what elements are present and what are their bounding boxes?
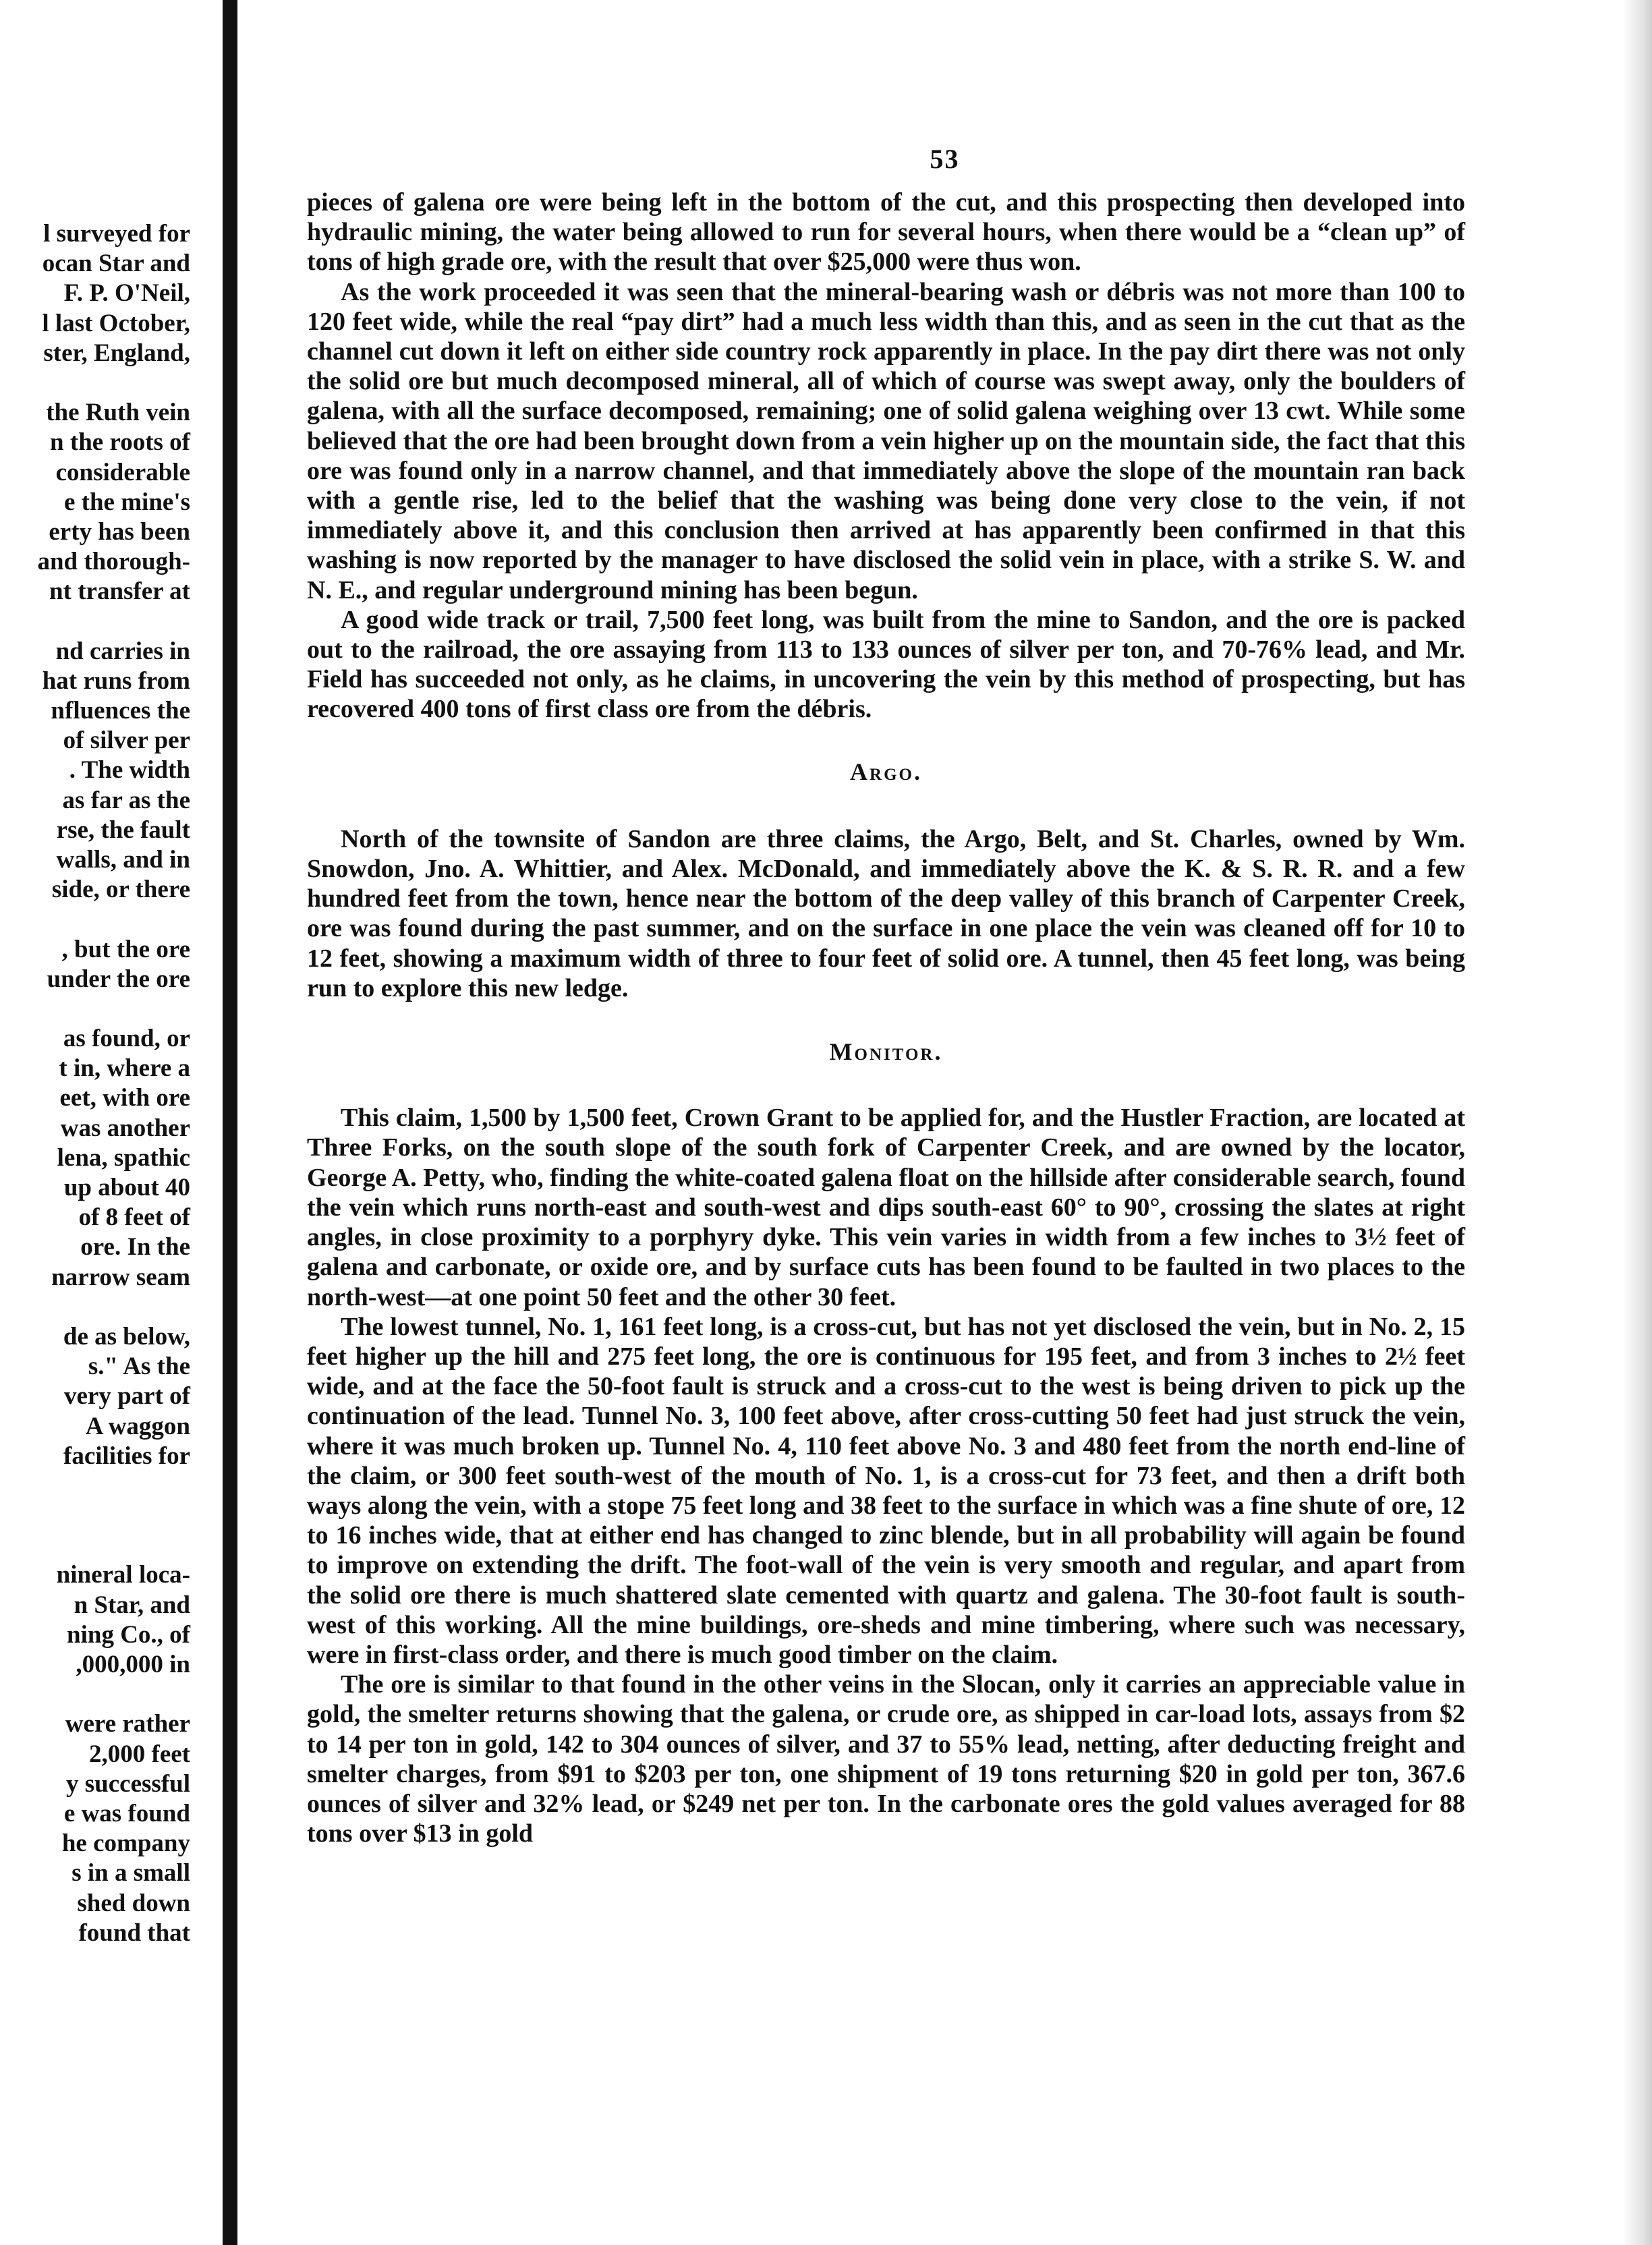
left-line: l last October,	[42, 309, 190, 337]
left-line	[0, 1531, 190, 1560]
left-line: narrow seam	[51, 1263, 190, 1291]
left-line: of silver per	[63, 727, 190, 755]
left-line: considerable	[55, 458, 190, 486]
left-line: side, or there	[51, 876, 190, 904]
left-line: of 8 feet of	[78, 1203, 190, 1232]
section-heading-monitor: Monitor.	[829, 1038, 943, 1066]
left-line: nineral loca-	[56, 1561, 190, 1589]
section-heading-argo: Argo.	[850, 758, 922, 785]
left-line: the Ruth vein	[46, 399, 190, 427]
left-line: hat runs from	[42, 666, 190, 695]
left-line: walls, and in	[56, 845, 190, 874]
left-line: was another	[60, 1114, 190, 1142]
left-line: under the ore	[47, 965, 190, 993]
paragraph-trail: A good wide track or trail, 7,500 feet long, was built from the mine to Sandon, and the ore is packed out to the railroad, the ore assaying from 113 to 133 ounces of silver per ton, and 70-76% lead, and Mr. Field has succeeded not only, as he claims, in uncovering the vein by this method of prospecting, but has recovered 400 tons of first class ore from the débris.	[307, 605, 1465, 724]
left-line: nfluences the	[51, 697, 190, 724]
left-line: lena, spathic	[57, 1143, 190, 1172]
left-page-text-column	[0, 219, 190, 1948]
left-line: ning Co., of	[67, 1620, 190, 1649]
left-line: he company	[61, 1829, 190, 1858]
left-line	[0, 994, 190, 1024]
left-line: s." As the	[88, 1353, 190, 1381]
left-line: ,000,000 in	[76, 1651, 190, 1678]
book-spine-gutter	[223, 0, 237, 2245]
right-page	[237, 0, 1652, 2245]
left-page-fragment	[0, 0, 223, 2245]
page-number: 53	[930, 144, 960, 174]
left-line: n Star, and	[74, 1591, 190, 1619]
left-line: t in, where a	[59, 1054, 190, 1083]
paragraph-monitor-ore: The ore is similar to that found in the other veins in the Slocan, only it carries an appreciable value in gold, the smelter returns showing that the galena, or crude ore, as shipped in car-load lots, assays from $2 to 14 per ton in gold, 142 to 304 ounces of silver, and 37 to 55% lead, netting, after deducting freight and smelter charges, from $91 to $203 per ton, one shipment of 19 tons returning $20 in gold per ton, 367.6 ounces of silver and 32% lead, or $249 net per ton. In the carbonate ores the gold values averaged for 88 tons over $13 in gold	[307, 1670, 1465, 1848]
paragraph-monitor-claim: This claim, 1,500 by 1,500 feet, Crown Grant to be applied for, and the Hustler Fraction, are located at Three Forks, on the south slope of the south fork of Carpenter Creek, and are owned by the locator, George A. Petty, who, finding the white-coated galena float on the hillside after considerable search, found the vein which runs north-east and south-west and dips south-east 60° to 90°, crossing the slates at right angles, in close proximity to a porphyry dyke. This vein varies in width from a few inches to 3½ feet of galena and carbonate, or oxide ore, and by surface cuts has been found to be faulted in two places to the north-west—at one point 50 feet and the other 30 feet.	[307, 1104, 1465, 1311]
left-line: de as below,	[63, 1322, 190, 1351]
paragraph-monitor-tunnels: The lowest tunnel, No. 1, 161 feet long, is a cross-cut, but has not yet disclosed the vein, but in No. 2, 15 feet higher up the hill and 275 feet long, the ore is continuous for 195 feet, and from 3 inches to 2½ feet wide, and at the face the 50-foot fault is struck and a cross-cut to the west is being driven to pick up the continuation of the lead. Tunnel No. 3, 100 feet above, after cross-cutting 50 feet had just struck the vein, where it was much broken up. Tunnel No. 4, 110 feet above No. 3 and 480 feet from the north end-line of the claim, or 300 feet south-west of the mouth of No. 1, is a cross-cut for 73 feet, and then a drift both ways along the vein, with a stope 75 feet long and 38 feet to the surface in which was a fine shute of ore, 12 to 16 inches wide, that at either end has changed to zinc blende, but in all probability will again be found to improve on extending the drift. The foot-wall of the vein is very smooth and regular, and apart from the solid ore there is much shattered slate cemented with quartz and galena. The 30-foot fault is south-west of this working. All the mine buildings, ore-sheds and mine timbering, where such was necessary, were in first-class order, and there is much good timber on the claim.	[307, 1312, 1465, 1669]
left-line	[0, 905, 190, 934]
left-line: nt transfer at	[49, 577, 190, 606]
left-line: facilities for	[63, 1442, 190, 1470]
left-line: up about 40	[63, 1174, 190, 1201]
left-line: as found, or	[63, 1025, 190, 1053]
left-line: were rather	[65, 1710, 190, 1738]
left-line: s in a small	[72, 1859, 190, 1887]
left-line	[0, 1680, 190, 1709]
left-line: very part of	[64, 1382, 190, 1411]
left-line: F. P. O'Neil,	[63, 279, 190, 308]
left-line	[0, 1471, 190, 1501]
left-line: shed down	[77, 1889, 190, 1917]
left-line	[0, 368, 190, 398]
left-line: . The width	[69, 756, 190, 785]
left-line: and thorough-	[37, 548, 190, 576]
left-line	[0, 1501, 190, 1531]
paragraph-work-proceeded: As the work proceeded it was seen that the mineral-bearing wash or débris was not more than 100 to 120 feet wide, while the real “pay dirt” had a much less width than this, and as seen in the cut that as the channel cut down it left on either side country rock apparently in place. In the pay dirt there was not only the solid ore but much decomposed mineral, all of which of course was swept away, only the boulders of galena, with all the surface decomposed, remaining; one of solid galena weighing over 13 cwt. While some believed that the ore had been brought down from a vein higher up on the mountain side, the fact that this ore was found only in a narrow channel, and that immediately above the slope of the mountain ran back with a gentle rise, led to the belief that the washing was being done very close to the vein, if not immediately above it, and this conclusion then arrived at has apparently been confirmed in that this washing is now reported by the manager to have disclosed the solid vein in place, with a strike S. W. and N. E., and regular underground mining has been begun.	[307, 277, 1465, 604]
left-line: ster, England,	[43, 339, 190, 367]
left-line: e was found	[63, 1799, 190, 1827]
left-line: 2,000 feet	[89, 1740, 190, 1768]
left-line: y successful	[66, 1769, 190, 1798]
left-line: n the roots of	[50, 428, 190, 457]
left-line: rse, the fault	[56, 816, 190, 844]
left-line: l surveyed for	[43, 220, 190, 248]
left-line: ore. In the	[80, 1233, 190, 1261]
left-line: eet, with ore	[59, 1084, 190, 1112]
left-line: , but the ore	[61, 935, 190, 963]
left-line	[0, 606, 190, 636]
body-text-column	[307, 188, 1465, 1848]
left-line: found that	[78, 1919, 190, 1947]
left-line: erty has been	[49, 517, 190, 546]
left-line: A waggon	[85, 1412, 190, 1440]
paragraph-argo: North of the townsite of Sandon are three claims, the Argo, Belt, and St. Charles, owned by Wm. Snowdon, Jno. A. Whittier, and Alex. McDonald, and immediately above the K. & S. R. R. and a few hundred feet from the town, hence near the bottom of the deep valley of this branch of Carpenter Creek, ore was found during the past summer, and on the surface in one place the vein was cleaned off for 10 to 12 feet, showing a maximum width of three to four feet of solid ore. A tunnel, then 45 feet long, was being run to explore this new ledge.	[307, 824, 1465, 1002]
left-line: ocan Star and	[42, 250, 190, 278]
left-line	[0, 1292, 190, 1322]
left-line: as far as the	[62, 786, 190, 814]
left-line: nd carries in	[55, 637, 190, 665]
paragraph-continued: pieces of galena ore were being left in the bottom of the cut, and this prospecting then developed into hydraulic mining, the water being allowed to run for several hours, when there would be a “clean up” of tons of high grade ore, with the result that over $25,000 were thus won.	[307, 188, 1465, 277]
left-line: e the mine's	[63, 488, 190, 516]
